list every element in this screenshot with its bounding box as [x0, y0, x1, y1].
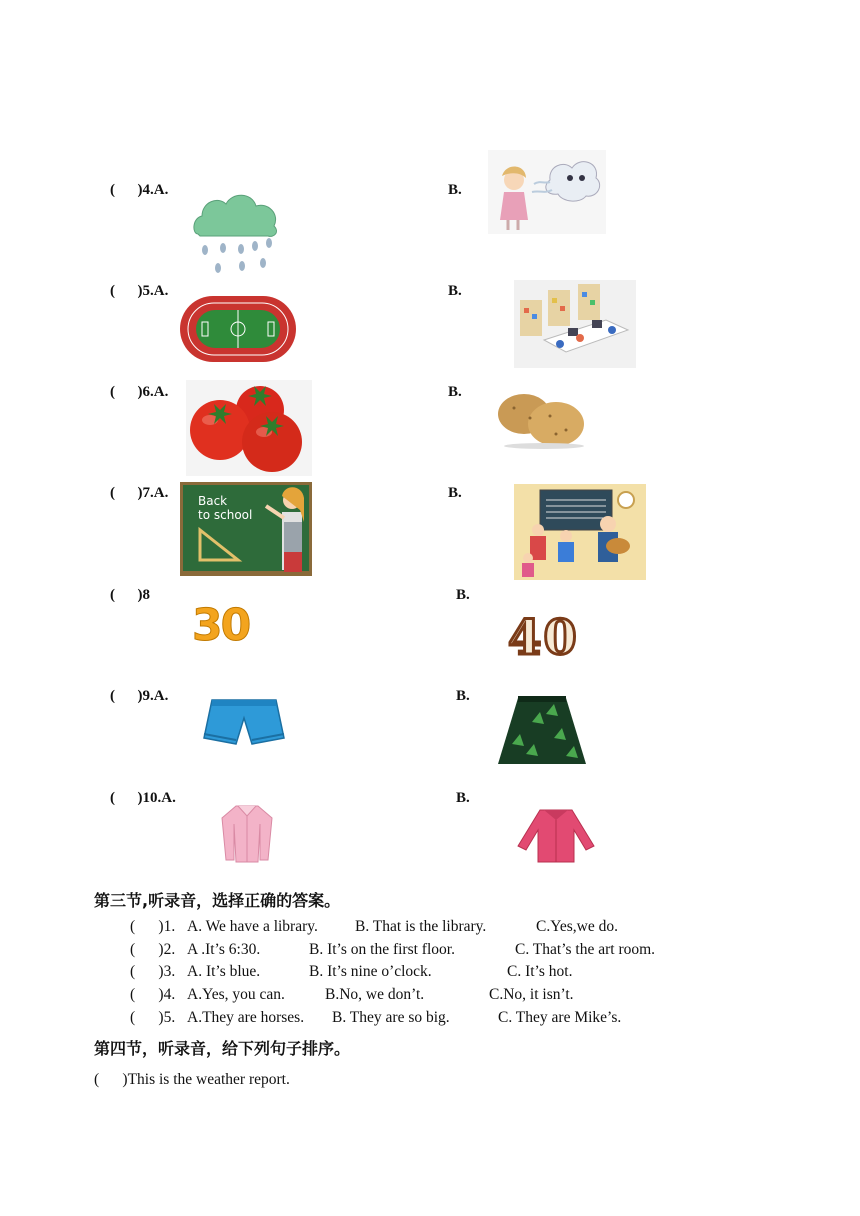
- section-3-item-3-option-c: C. It’s hot.: [507, 963, 573, 980]
- shorts-icon: [202, 694, 286, 748]
- computer-room-icon: [514, 280, 636, 368]
- section-3-item-2-number: ( )2.: [130, 941, 176, 958]
- section-3-item-4-option-b: B.No, we don’t.: [325, 986, 425, 1003]
- pink-shirt-icon: [220, 804, 274, 864]
- rain-cloud-icon: [190, 188, 282, 278]
- question-10-a-label: ( )10.A.: [110, 790, 176, 806]
- section-3-item-2-option-c: C. That’s the art room.: [515, 941, 656, 958]
- section-3-item-1-option-a: A. We have a library.: [187, 918, 318, 935]
- question-9-b-label: B.: [456, 688, 470, 704]
- section-3-item-4-number: ( )4.: [130, 986, 176, 1003]
- section-3-item-3-option-b: B. It’s nine o’clock.: [309, 963, 432, 980]
- question-7-a-label: ( )7.A.: [110, 485, 169, 501]
- girl-in-wind-icon: [488, 150, 606, 234]
- playground-icon: [178, 294, 298, 364]
- blackboard-text-line-1: Back: [198, 494, 228, 508]
- section-3-item-5-number: ( )5.: [130, 1009, 176, 1026]
- blackboard-text: [198, 494, 252, 522]
- section-3-item-1-number: ( )1.: [130, 918, 176, 935]
- section-3-item-3-option-a: A. It’s blue.: [187, 963, 261, 980]
- section-4-title: 第四节，听录音，给下列句子排序。: [94, 1039, 351, 1058]
- section-3-item-4-option-c: C.No, it isn’t.: [489, 986, 574, 1003]
- number-40-picture: 40: [508, 610, 579, 666]
- section-3-item-1-option-c: C.Yes,we do.: [536, 918, 618, 935]
- question-5-b-label: B.: [448, 283, 462, 299]
- section-3-item-5-option-b: B. They are so big.: [332, 1009, 450, 1026]
- section-3-item-5-option-c: C. They are Mike’s.: [498, 1009, 622, 1026]
- section-4-item-1: ( )This is the weather report.: [94, 1071, 290, 1088]
- potatoes-icon: [494, 388, 588, 450]
- blackboard-text-line-2: to school: [198, 508, 253, 522]
- pink-jacket-icon: [512, 806, 600, 864]
- question-5-a-label: ( )5.A.: [110, 283, 169, 299]
- question-4-a-label: ( )4.A.: [110, 182, 169, 198]
- music-room-icon: [514, 484, 646, 580]
- tomatoes-icon: [186, 380, 312, 476]
- section-3-item-5-option-a: A.They are horses.: [187, 1009, 305, 1026]
- section-3-title: 第三节,听录音，选择正确的答案。: [94, 891, 341, 910]
- section-3-item-3-number: ( )3.: [130, 963, 176, 980]
- question-9-a-label: ( )9.A.: [110, 688, 169, 704]
- question-8-b-label: B.: [456, 587, 470, 603]
- section-3-item-2-option-a: A .It’s 6:30.: [187, 941, 261, 958]
- section-3-item-2-option-b: B. It’s on the first floor.: [309, 941, 455, 958]
- question-8-a-label: ( )8: [110, 587, 150, 603]
- skirt-icon: [496, 694, 588, 770]
- question-7-b-label: B.: [448, 485, 462, 501]
- question-10-b-label: B.: [456, 790, 470, 806]
- number-30-picture: 30: [192, 600, 250, 651]
- section-3-item-1-option-b: B. That is the library.: [355, 918, 487, 935]
- question-6-b-label: B.: [448, 384, 462, 400]
- question-4-b-label: B.: [448, 182, 462, 198]
- section-3-item-4-option-a: A.Yes, you can.: [187, 986, 285, 1003]
- question-6-a-label: ( )6.A.: [110, 384, 169, 400]
- blackboard-teacher-picture: [180, 482, 312, 576]
